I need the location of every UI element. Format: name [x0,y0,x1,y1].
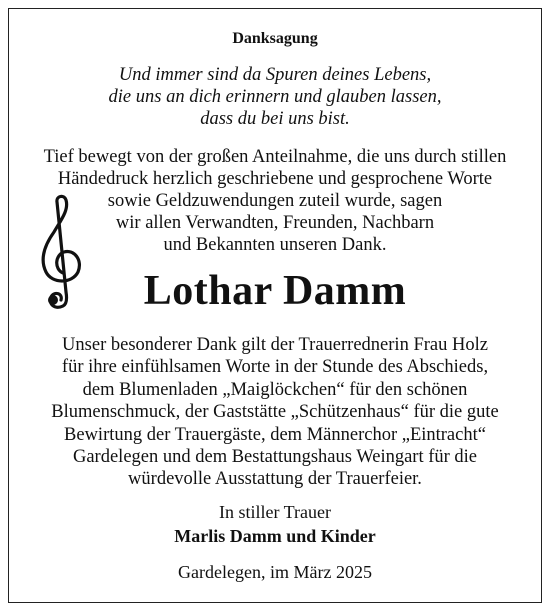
thanks-intro-line: und Bekannten unseren Dank. [163,235,387,255]
special-thanks-line: Gardelegen und dem Bestattungshaus Weingart für die [72,447,478,468]
thanks-intro-line: Tief bewegt von der großen Anteilnahme, die uns durch stillen [43,147,507,167]
place-date: Gardelegen, im März 2025 [178,562,372,582]
poem-verse [0,64,550,130]
poem-line: dass du bei uns bist. [200,109,350,129]
special-thanks-line: Blumenschmuck, der Gaststätte „Schützenhaus“ für die gute [51,402,499,423]
deceased-name: Lothar Damm [143,268,407,314]
special-thanks-line: Unser besonderer Dank gilt der Trauerrednerin Frau Holz [62,335,488,355]
signers: Marlis Damm und Kinder [174,526,376,546]
poem-line: die uns an dich erinnern und glauben lassen, [108,87,442,107]
thanks-intro-line: wir allen Verwandten, Freunden, Nachbarn [115,213,435,233]
closing-block [0,500,550,548]
special-thanks-paragraph [0,334,550,491]
notice-heading: Danksagung [232,30,318,47]
special-thanks-line: dem Blumenladen „Maiglöckchen“ für den schönen [82,379,468,400]
thanks-intro-line: sowie Geldzuwendungen zuteil wurde, sagen [107,191,443,211]
special-thanks-line: würdevolle Ausstattung der Trauerfeier. [128,469,422,490]
special-thanks-line: Bewirtung der Trauergäste, dem Männerchor „Eintracht“ [64,424,486,445]
poem-line: Und immer sind da Spuren deines Lebens, [118,65,432,85]
closing-phrase: In stiller Trauer [219,502,331,522]
special-thanks-line: für ihre einfühlsamen Worte in der Stunde des Abschieds, [61,357,489,378]
thanks-intro-line: Händedruck herzlich geschriebene und gesprochene Worte [57,169,493,189]
